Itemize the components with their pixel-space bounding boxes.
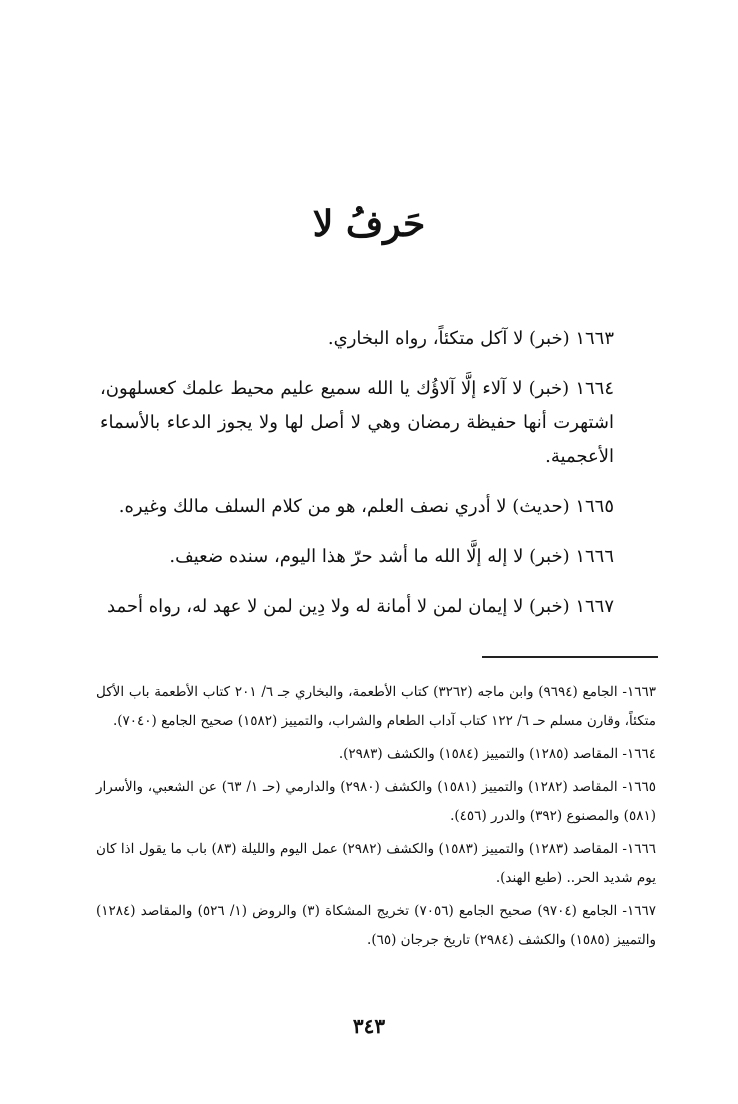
footnote-1663: ١٦٦٣- الجامع (٩٦٩٤) وابن ماجه (٣٢٦٢) كتاب الأطعمة، والبخاري جـ ٦/ ٢٠١ كتاب الأطعمة باب الأكل متكئاً، وقارن مسلم حـ ٦/ ١٢٢ كتاب آداب الطعام والشراب، والتمييز (١٥٨٢) صحيح الجامع (٧٠٤٠). bbox=[96, 684, 657, 729]
footnotes-list bbox=[96, 678, 656, 959]
entry-1663: ١٦٦٣ (خبر) لا آكل متكئاً، رواه البخاري. bbox=[327, 328, 614, 349]
footnote-1666: ١٦٦٦- المقاصد (١٢٨٣) والتمييز (١٥٨٣) والكشف (٢٩٨٢) عمل اليوم والليلة (٨٣) باب ما يقول اذا كان يوم شديد الحر.. (طبع الهند). bbox=[96, 841, 657, 886]
footnote-1665: ١٦٦٥- المقاصد (١٢٨٢) والتمييز (١٥٨١) والكشف (٢٩٨٠) والدارمي (حـ ١/ ٦٣) عن الشعبي، والأسرار (٥٨١) والمصنوع (٣٩٢) والدرر (٤٥٦). bbox=[96, 779, 656, 824]
entry-1667: ١٦٦٧ (خبر) لا إيمان لمن لا أمانة له ولا دِين لمن لا عهد له، رواه أحمد bbox=[107, 596, 614, 617]
entry-1664: ١٦٦٤ (خبر) لا آلاء إلَّا آلاؤُك يا الله سميع عليم محيط علمك كعسلهون، اشتهرت أنها حفيظة رمضان وهي لا أصل لها ولا يجوز الدعاء بالأسماء الأعجمية. bbox=[100, 378, 614, 467]
entries-list bbox=[100, 322, 614, 640]
entry-1666: ١٦٦٦ (خبر) لا إله إلَّا الله ما أشد حرّ هذا اليوم، سنده ضعيف. bbox=[169, 546, 614, 567]
footnote-1664: ١٦٦٤- المقاصد (١٢٨٥) والتمييز (١٥٨٤) والكشف (٢٩٨٣). bbox=[338, 746, 656, 762]
chapter-heading: حَرفُ لا bbox=[312, 203, 426, 245]
page-number: ٣٤٣ bbox=[352, 1014, 386, 1038]
entry-1665: ١٦٦٥ (حديث) لا أدري نصف العلم، هو من كلام السلف مالك وغيره. bbox=[118, 496, 614, 517]
footnote-1667: ١٦٦٧- الجامع (٩٧٠٤) صحيح الجامع (٧٠٥٦) تخريج المشكاة (٣) والروض (١/ ٥٢٦) والمقاصد (١٢٨٤) والتمييز (١٥٨٥) والكشف (٢٩٨٤) تاريخ جرجان (٦٥). bbox=[96, 903, 657, 948]
footnote-separator bbox=[482, 656, 658, 658]
